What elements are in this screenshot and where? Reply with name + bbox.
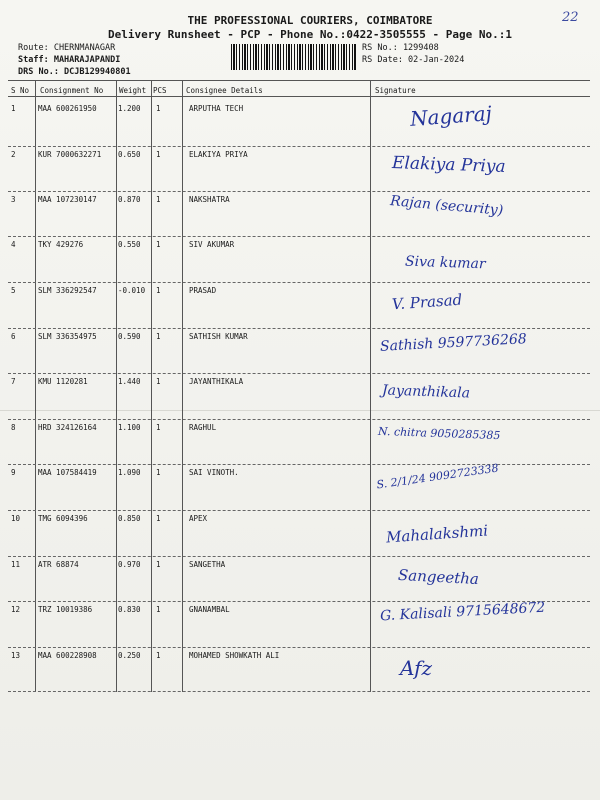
row-weight: -0.010 — [118, 286, 146, 295]
row-sno: 5 — [11, 286, 16, 295]
row-sno: 3 — [11, 195, 16, 204]
row-consignee: SANGETHA — [189, 560, 226, 569]
row-signature: S. 2/1/24 9092723338 — [375, 461, 500, 492]
row-signature: Siva kumar — [404, 253, 486, 273]
row-consignment-no: ATR 68874 — [38, 560, 79, 569]
row-weight: 0.590 — [118, 332, 141, 341]
row-pcs: 1 — [156, 377, 161, 386]
row-divider — [8, 282, 590, 283]
row-consignee: APEX — [189, 514, 208, 523]
row-signature: Mahalakshmi — [385, 521, 489, 547]
runsheet-subtitle: Delivery Runsheet - PCP - Phone No.:0422-3505555 - Page No.:1 — [108, 28, 512, 41]
row-pcs: 1 — [156, 150, 161, 159]
row-consignment-no: MAA 107230147 — [38, 195, 97, 204]
row-signature: Afz — [400, 656, 433, 680]
row-divider — [8, 236, 590, 237]
paper-fold — [0, 410, 600, 411]
col-header-pcs: PCS — [153, 86, 167, 95]
row-consignment-no: TRZ 10019386 — [38, 605, 93, 614]
row-sno: 6 — [11, 332, 16, 341]
row-weight: 0.250 — [118, 651, 141, 660]
row-consignment-no: KMU 1120281 — [38, 377, 88, 386]
row-consignee: ELAKIYA PRIYA — [189, 150, 248, 159]
row-pcs: 1 — [156, 240, 161, 249]
row-pcs: 1 — [156, 560, 161, 569]
row-divider — [8, 419, 590, 420]
row-consignee: ARPUTHA TECH — [189, 104, 244, 113]
row-signature: Rajan (security) — [389, 193, 504, 219]
row-signature: V. Prasad — [391, 290, 463, 314]
row-signature: Elakiya Priya — [391, 153, 506, 177]
row-consignee: PRASAD — [189, 286, 217, 295]
row-pcs: 1 — [156, 104, 161, 113]
row-consignment-no: SLM 336292547 — [38, 286, 97, 295]
row-signature: Nagaraj — [409, 101, 493, 131]
row-weight: 0.970 — [118, 560, 141, 569]
row-sno: 9 — [11, 468, 16, 477]
row-sno: 4 — [11, 240, 16, 249]
row-consignment-no: MAA 600261950 — [38, 104, 97, 113]
row-pcs: 1 — [156, 605, 161, 614]
row-consignee: NAKSHATRA — [189, 195, 230, 204]
row-weight: 0.870 — [118, 195, 141, 204]
rs-date: RS Date: 02-Jan-2024 — [362, 55, 465, 65]
row-signature: N. chitra 9050285385 — [377, 424, 501, 443]
row-pcs: 1 — [156, 423, 161, 432]
row-sno: 1 — [11, 104, 16, 113]
row-weight: 0.650 — [118, 150, 141, 159]
row-consignment-no: KUR 7000632271 — [38, 150, 102, 159]
row-weight: 1.440 — [118, 377, 141, 386]
col-header-signature: Signature — [375, 86, 416, 95]
row-consignee: GNANAMBAL — [189, 605, 230, 614]
drs-number: DRS No.: DCJB129940801 — [18, 67, 131, 77]
row-sno: 12 — [11, 605, 21, 614]
handwritten-page-number: 22 — [562, 10, 579, 25]
row-consignment-no: TKY 429276 — [38, 240, 84, 249]
row-sno: 2 — [11, 150, 16, 159]
staff-label: Staff: MAHARAJAPANDI — [18, 55, 121, 65]
row-consignment-no: HRD 324126164 — [38, 423, 97, 432]
row-consignee: SAI VINOTH. — [189, 468, 239, 477]
row-divider — [8, 647, 590, 648]
row-pcs: 1 — [156, 332, 161, 341]
row-pcs: 1 — [156, 286, 161, 295]
row-divider — [8, 328, 590, 329]
row-pcs: 1 — [156, 514, 161, 523]
row-divider — [8, 691, 590, 692]
barcode — [231, 44, 357, 70]
row-weight: 1.100 — [118, 423, 141, 432]
col-header-sno: S No — [11, 86, 30, 95]
row-divider — [8, 191, 590, 192]
row-consignee: SIV AKUMAR — [189, 240, 235, 249]
row-sno: 13 — [11, 651, 21, 660]
row-signature: G. Kalisali 9715648672 — [379, 599, 546, 625]
row-sno: 10 — [11, 514, 21, 523]
row-pcs: 1 — [156, 468, 161, 477]
row-sno: 8 — [11, 423, 16, 432]
row-divider — [8, 556, 590, 557]
table-top-rule — [8, 80, 590, 81]
col-header-consignee: Consignee Details — [186, 86, 263, 95]
rs-number: RS No.: 1299408 — [362, 43, 439, 53]
row-consignment-no: SLM 336354975 — [38, 332, 97, 341]
row-divider — [8, 373, 590, 374]
row-weight: 0.850 — [118, 514, 141, 523]
row-weight: 1.090 — [118, 468, 141, 477]
row-weight: 1.200 — [118, 104, 141, 113]
row-signature: Sathish 9597736268 — [379, 331, 528, 355]
row-consignee: MOHAMED SHOWKATH ALI — [189, 651, 280, 660]
row-signature: Jayanthikala — [381, 382, 471, 402]
row-pcs: 1 — [156, 195, 161, 204]
route-label: Route: CHERNMANAGAR — [18, 43, 116, 53]
table-header-rule — [8, 96, 590, 97]
company-title: THE PROFESSIONAL COURIERS, COIMBATORE — [187, 14, 433, 27]
row-pcs: 1 — [156, 651, 161, 660]
row-signature: Sangeetha — [397, 565, 480, 589]
row-consignment-no: MAA 600228908 — [38, 651, 97, 660]
row-divider — [8, 510, 590, 511]
row-consignee: JAYANTHIKALA — [189, 377, 244, 386]
row-consignee: SATHISH KUMAR — [189, 332, 248, 341]
row-consignee: RAGHUL — [189, 423, 217, 432]
row-consignment-no: TMG 6094396 — [38, 514, 88, 523]
row-weight: 0.830 — [118, 605, 141, 614]
col-header-weight: Weight — [119, 86, 147, 95]
row-divider — [8, 146, 590, 147]
row-consignment-no: MAA 107584419 — [38, 468, 97, 477]
row-divider — [8, 464, 590, 465]
col-header-consignment: Consignment No — [40, 86, 104, 95]
row-sno: 7 — [11, 377, 16, 386]
row-weight: 0.550 — [118, 240, 141, 249]
row-sno: 11 — [11, 560, 21, 569]
